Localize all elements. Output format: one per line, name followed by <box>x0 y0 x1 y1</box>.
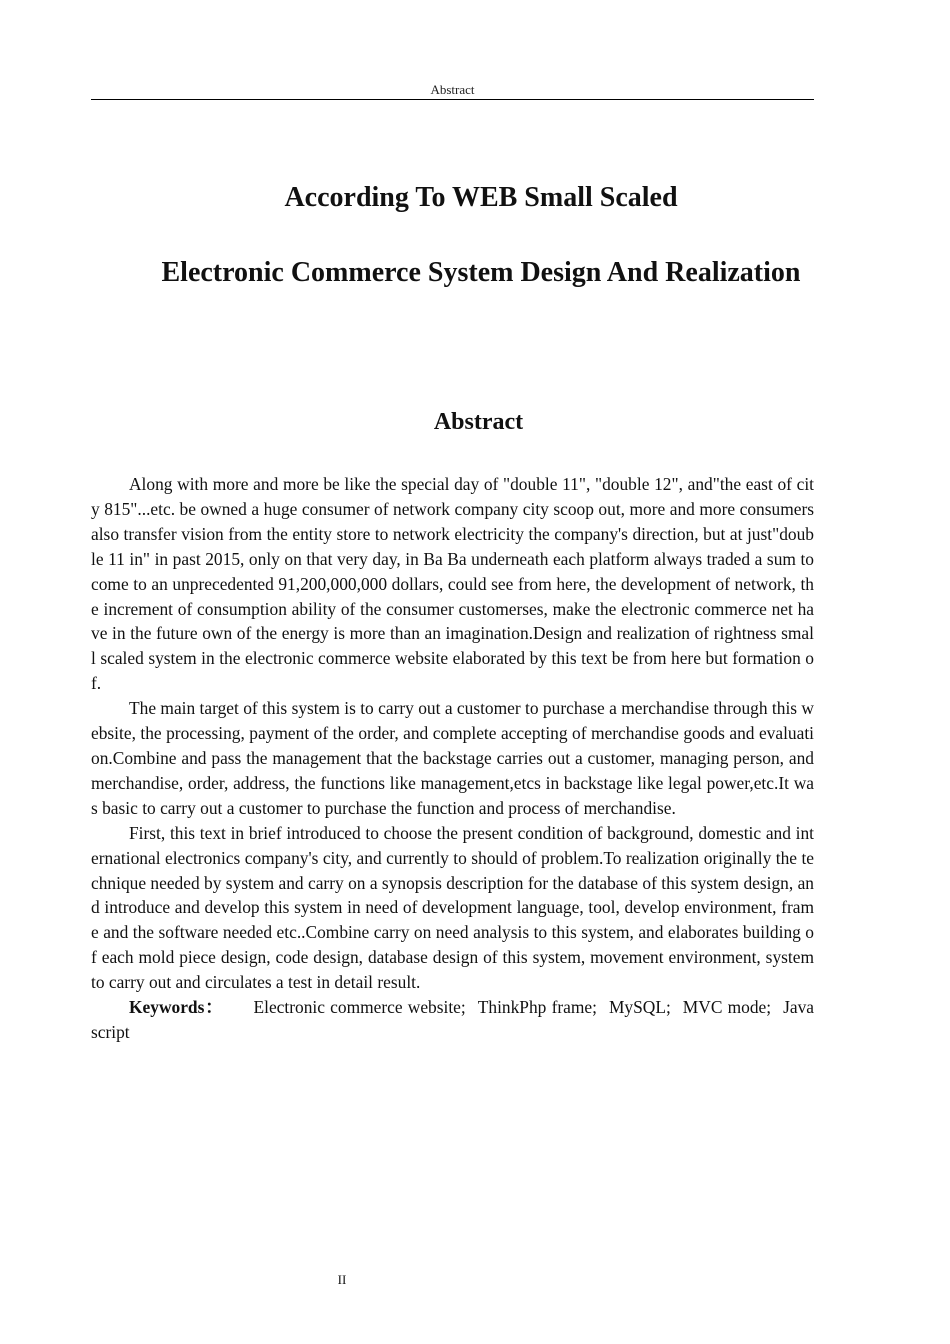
abstract-paragraph-2: The main target of this system is to carry out a customer to purchase a merchandise through this website, the processing, payment of the order, and complete accepting of merchandise goods and evaluation.Combine and pass the management that the backstage carries out a customer, managing person, and merchandise, order, address, the functions like management,etcs in backstage like legal power,etc.It was basic to carry out a customer to purchase the function and process of merchandise. <box>91 698 814 818</box>
header-rule <box>91 99 814 100</box>
running-header: Abstract <box>430 82 475 97</box>
keyword-item: Javascript <box>91 997 815 1042</box>
keyword-item: Electronic commerce website; <box>253 997 466 1018</box>
abstract-paragraph-1: Along with more and more be like the special day of "double 11", "double 12", and"the east of city 815"...etc. be owned a huge consumer of network company city scoop out, more and more consumers also transfer vision from the entity store to network electricity the company's direction, but at just"double 11 in" in past 2015, only on that very day, in Ba Ba underneath each platform always traded a sum to come to an unprecedented 91,200,000,000 dollars, could see from here, the development of network, the increment of consumption ability of the consumer customerses, make the electronic commerce net have in the future own of the energy is more than an imagination.Design and realization of rightness small scaled system in the electronic commerce website elaborated by this text be from here but formation of. <box>91 474 814 694</box>
keywords-label: Keywords： <box>129 997 224 1018</box>
abstract-heading: Abstract <box>433 409 524 435</box>
keyword-item: ThinkPhp frame; <box>477 997 597 1018</box>
keyword-item: MVC mode; <box>682 997 772 1018</box>
title-line-1: According To WEB Small Scaled <box>284 182 678 213</box>
title-line-2: Electronic Commerce System Design And Realization <box>161 257 801 288</box>
page-number: II <box>337 1272 347 1287</box>
abstract-paragraph-3: First, this text in brief introduced to choose the present condition of background, domestic and international electronics company's city, and currently to should of problem.To realization originally the technique needed by system and carry on a synopsis description for the database of this system design, and introduce and develop this system in need of development language, tool, develop environment, frame and the software needed etc..Combine carry on need analysis to this system, and elaborates building of each mold piece design, code design, database design of this system, movement environment, system to carry out and circulates a test in detail result. <box>91 822 814 993</box>
abstract-body <box>91 472 814 1045</box>
keywords-line <box>91 995 814 1045</box>
keyword-item: MySQL; <box>608 997 671 1018</box>
